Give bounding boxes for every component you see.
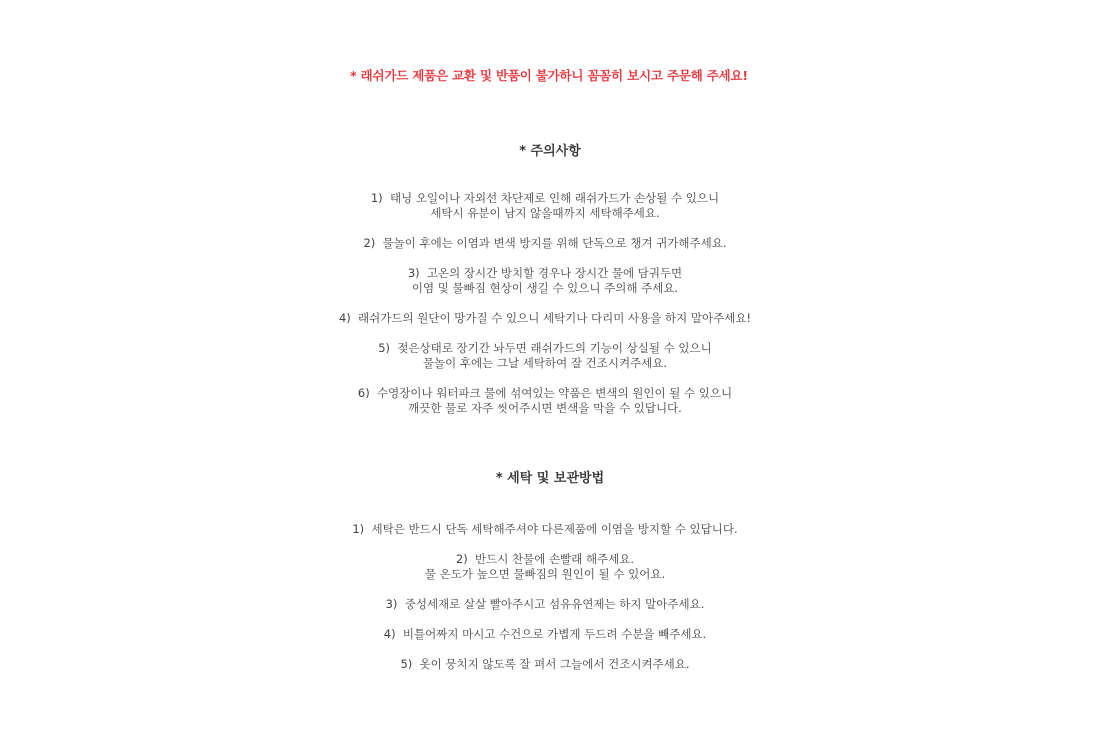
caution-item-5-line-1: 5) 젖은상태로 장기간 놔두면 래쉬가드의 기능이 상실될 수 있으니 [378,341,712,355]
caution-section-title: * 주의사항 [519,144,581,159]
caution-item-6 [0,386,1090,416]
washing-item-1-line-1: 1) 세탁은 반드시 단독 세탁해주셔야 다른제품에 이염을 방지할 수 있답니다. [352,522,738,536]
caution-item-6-line-1: 6) 수영장이나 워터파크 물에 섞여있는 약품은 변색의 원인이 될 수 있으니 [357,386,733,400]
washing-section-title: * 세탁 및 보관방법 [495,471,605,486]
caution-item-1-line-1: 1) 태닝 오일이나 자외선 차단제로 인해 래쉬가드가 손상될 수 있으니 [370,191,720,205]
caution-item-2-line-1: 2) 물놀이 후에는 이염과 변색 방지를 위해 단독으로 챙겨 귀가해주세요. [363,236,727,250]
washing-item-5 [0,657,1090,672]
washing-item-4-line-1: 4) 비틀어짜지 마시고 수건으로 가볍게 두드려 수분을 빼주세요. [383,627,707,641]
caution-list [0,191,1090,431]
caution-item-6-line-2: 깨끗한 물로 자주 씻어주시면 변색을 막을 수 있답니다. [408,401,682,415]
caution-item-1-line-2: 세탁시 유분이 남지 않을때까지 세탁해주세요. [430,206,660,220]
caution-item-3-line-1: 3) 고온의 장시간 방치할 경우나 장시간 물에 담궈두면 [407,266,683,280]
no-return-warning: * 래쉬가드 제품은 교환 및 반품이 불가하니 꼼꼼히 보시고 주문해 주세요! [350,68,748,83]
washing-item-2-line-2: 물 온도가 높으면 물빠짐의 원인이 될 수 있어요. [424,567,666,581]
washing-item-3 [0,597,1090,612]
caution-item-2 [0,236,1090,251]
caution-item-4 [0,311,1090,326]
washing-item-3-line-1: 3) 중성세재로 살살 빨아주시고 섬유유연제는 하지 말아주세요. [385,597,705,611]
caution-item-5 [0,341,1090,371]
caution-item-1 [0,191,1090,221]
washing-item-2-line-1: 2) 반드시 찬물에 손빨래 해주세요. [455,552,635,566]
caution-item-4-line-1: 4) 래쉬가드의 원단이 망가질 수 있으니 세탁기나 다리미 사용을 하지 말아주세요! [338,311,752,325]
caution-item-3 [0,266,1090,296]
washing-item-5-line-1: 5) 옷이 뭉치지 않도록 잘 펴서 그늘에서 건조시켜주세요. [400,657,690,671]
caution-item-3-line-2: 이염 및 물빠짐 현상이 생길 수 있으니 주의해 주세요. [411,281,679,295]
washing-item-2 [0,552,1090,582]
caution-item-5-line-2: 물놀이 후에는 그날 세탁하여 잘 건조시켜주세요. [422,356,668,370]
washing-item-1 [0,522,1090,537]
washing-item-4 [0,627,1090,642]
washing-list [0,522,1090,687]
